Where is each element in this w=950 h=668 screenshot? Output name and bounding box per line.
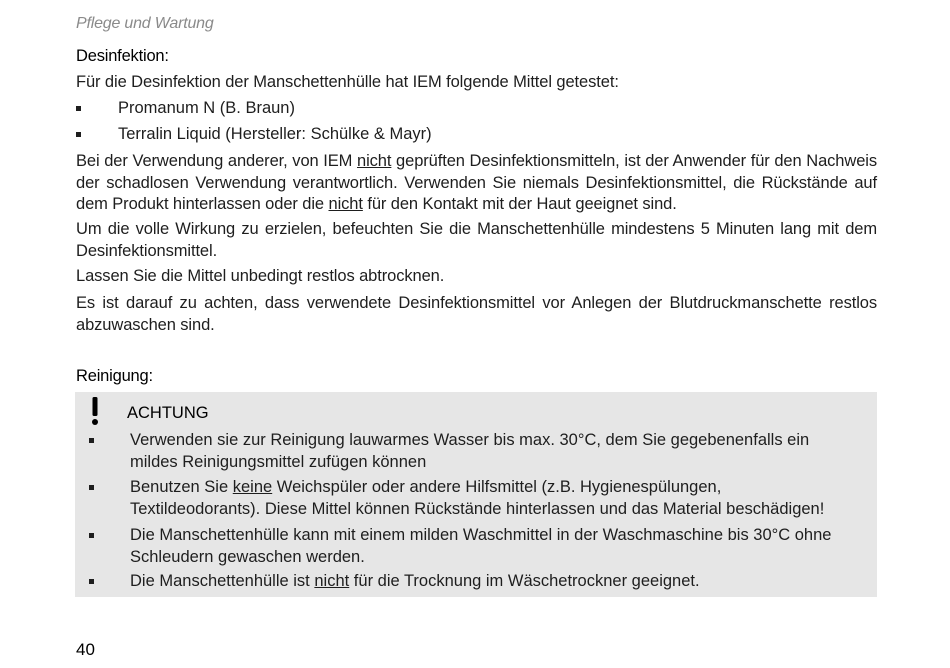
cleaning-heading: Reinigung: <box>76 367 153 385</box>
bullet-icon <box>89 533 94 538</box>
warning-box: ACHTUNG Verwenden sie zur Reinigung lauwarmes Wasser bis max. 30°C, dem Sie gegebenenfalls ein mildes Reinigungsmittel zufügen können Benutzen Sie keine Weichspüler oder andere Hilfsmittel (z.B. Hygienespülungen, Textildeodorants). Diese Mittel können Rückstände hinterlassen und das Material beschädigen! Die Manschettenhülle kann mit einem milden Waschmittel in der Waschmaschine bis 30°C ohne Schleudern gewaschen werden. Die Manschettenhülle ist nicht für die Trocknung im Wäschetrockner geeignet. <box>75 392 877 597</box>
agent-list-item: Terralin Liquid (Hersteller: Schülke & Mayr) <box>76 124 432 146</box>
bullet-icon <box>89 579 94 584</box>
disinfection-heading: Desinfektion: <box>76 47 169 65</box>
page-header: Pflege und Wartung <box>76 15 214 32</box>
bullet-icon <box>76 132 81 137</box>
disinfection-intro: Für die Desinfektion der Manschettenhülle hat IEM folgende Mittel getestet: <box>76 73 619 91</box>
disinfection-paragraph-4: Es ist darauf zu achten, dass verwendete Desinfektionsmittel vor Anlegen der Blutdruckmanschette restlos abzuwaschen sind. <box>76 294 877 334</box>
page-number: 40 <box>76 640 95 659</box>
agent-list-item: Promanum N (B. Braun) <box>76 98 295 120</box>
bullet-icon <box>89 438 94 443</box>
bullet-icon <box>89 485 94 490</box>
warning-title: ACHTUNG <box>127 404 209 422</box>
disinfection-paragraph-2: Um die volle Wirkung zu erzielen, befeuchten Sie die Manschettenhülle mindestens 5 Minuten lang mit dem Desinfektionsmittel. <box>76 220 877 260</box>
bullet-icon <box>76 106 81 111</box>
disinfection-paragraph-1: Bei der Verwendung anderer, von IEM nicht geprüften Desinfektionsmitteln, ist der Anwender für den Nachweis der schadlosen Verwendung verantwortlich. Verwenden Sie niemals Desinfektionsmittel, die Rückstände auf dem Produkt hinterlassen oder die nicht für den Kontakt mit der Haut geeignet sind. <box>76 152 877 213</box>
disinfection-paragraph-3: Lassen Sie die Mittel unbedingt restlos abtrocknen. <box>76 267 445 285</box>
exclamation-icon <box>89 396 101 426</box>
